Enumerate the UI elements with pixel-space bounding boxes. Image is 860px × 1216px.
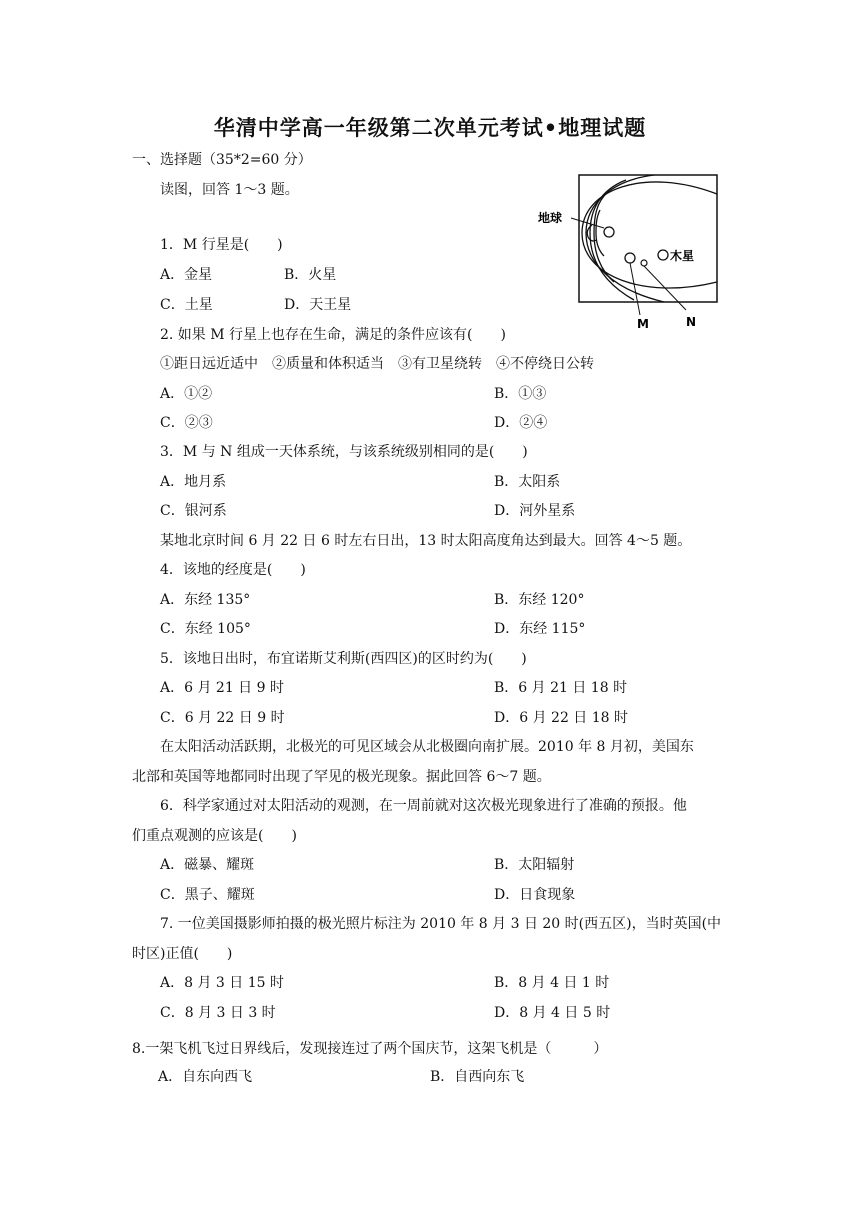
label-m: M [637,317,649,331]
q5-option-a: A．6 月 21 日 9 时 [160,680,284,696]
q2-option-a: A．①② [160,386,213,402]
q6-option-a: A．磁暴、耀斑 [160,857,255,873]
q7-stem-line1: 7. 一位美国摄影师拍摄的极光照片标注为 2010 年 8 月 3 日 20 时(西五区)，当时英国(中 [160,916,722,932]
q3-option-c: C．银河系 [160,503,227,519]
q6-stem-line1: 6．科学家通过对太阳活动的观测，在一周前就对这次极光现象进行了准确的预报。他 [160,798,687,814]
q6-option-b: B．太阳辐射 [494,857,575,873]
q3-option-a: A．地月系 [160,474,227,490]
q6-option-d: D．日食现象 [494,887,576,903]
orbit-lines [582,175,717,302]
n-satellite-marker [641,260,647,266]
q7-option-c: C．8 月 3 日 3 时 [160,1005,276,1021]
q6-stem-line2: 们重点观测的应该是( ) [132,828,297,844]
q4-option-a: A．东经 135° [160,592,251,608]
q4-option-b: B．东经 120° [494,592,585,608]
label-earth: 地球 [538,211,563,225]
m-pointer [630,263,640,315]
intro-4-5: 某地北京时间 6 月 22 日 6 时左右日出，13 时太阳高度角达到最大。回答 4～5 题。 [160,533,692,549]
q8-option-b: B．自西向东飞 [430,1069,525,1085]
m-planet-marker [625,253,635,263]
q1-option-b: B．火星 [284,267,337,283]
intro-6-7-line2: 北部和英国等地都同时出现了罕见的极光现象。据此回答 6～7 题。 [132,769,551,785]
q1-option-a: A．金星 [160,267,213,283]
intro-6-7-line1: 在太阳活动活跃期，北极光的可见区域会从北极圈向南扩展。2010 年 8 月初，美国东 [160,739,694,755]
q7-option-a: A．8 月 3 日 15 时 [160,975,284,991]
label-n: N [686,315,697,329]
q2-option-b: B．①③ [494,386,547,402]
q5-option-b: B．6 月 21 日 18 时 [494,680,628,696]
q7-option-d: D．8 月 4 日 5 时 [494,1005,611,1021]
q5-option-d: D．6 月 22 日 18 时 [494,710,629,726]
q4-option-c: C．东经 105° [160,621,251,637]
earth-marker [604,227,614,237]
q5-option-c: C．6 月 22 日 9 时 [160,710,285,726]
q2-option-d: D．②④ [494,415,548,431]
q2-option-c: C．②③ [160,415,213,431]
q1-stem: 1．M 行星是( ) [160,237,283,253]
q4-stem: 4．该地的经度是( ) [160,562,306,578]
q3-stem: 3．M 与 N 组成一天体系统，与该系统级别相同的是( ) [160,444,528,460]
page-title: 华清中学高一年级第二次单元考试•地理试题 [213,116,647,140]
q3-option-b: B．太阳系 [494,474,561,490]
q1-option-d: D．天王星 [284,297,352,313]
intro-1-3: 读图，回答 1～3 题。 [160,182,299,198]
q7-option-b: B．8 月 4 日 1 时 [494,975,610,991]
q2-stem: 2. 如果 M 行星上也存在生命，满足的条件应该有( ) [160,327,506,343]
label-jupiter: 木星 [670,249,695,263]
q7-stem-line2: 时区)正值( ) [132,946,233,962]
jupiter-marker [658,250,668,260]
q8-stem: 8.一架飞机飞过日界线后，发现接连过了两个国庆节，这架飞机是（ ） [132,1041,608,1057]
solar-system-diagram [534,170,724,340]
diagram-frame [579,175,717,302]
q4-option-d: D．东经 115° [494,621,586,637]
section-heading: 一、选择题（35*2=60 分） [132,152,312,168]
q8-option-a: A．自东向西飞 [158,1069,253,1085]
q6-option-c: C．黑子、耀斑 [160,887,255,903]
q5-stem: 5．该地日出时，布宜诺斯艾利斯(西四区)的区时约为( ) [160,651,527,667]
q3-option-d: D．河外星系 [494,503,576,519]
q2-conditions: ①距日远近适中 ②质量和体积适当 ③有卫星绕转 ④不停绕日公转 [160,356,594,372]
q1-option-c: C．土星 [160,297,213,313]
